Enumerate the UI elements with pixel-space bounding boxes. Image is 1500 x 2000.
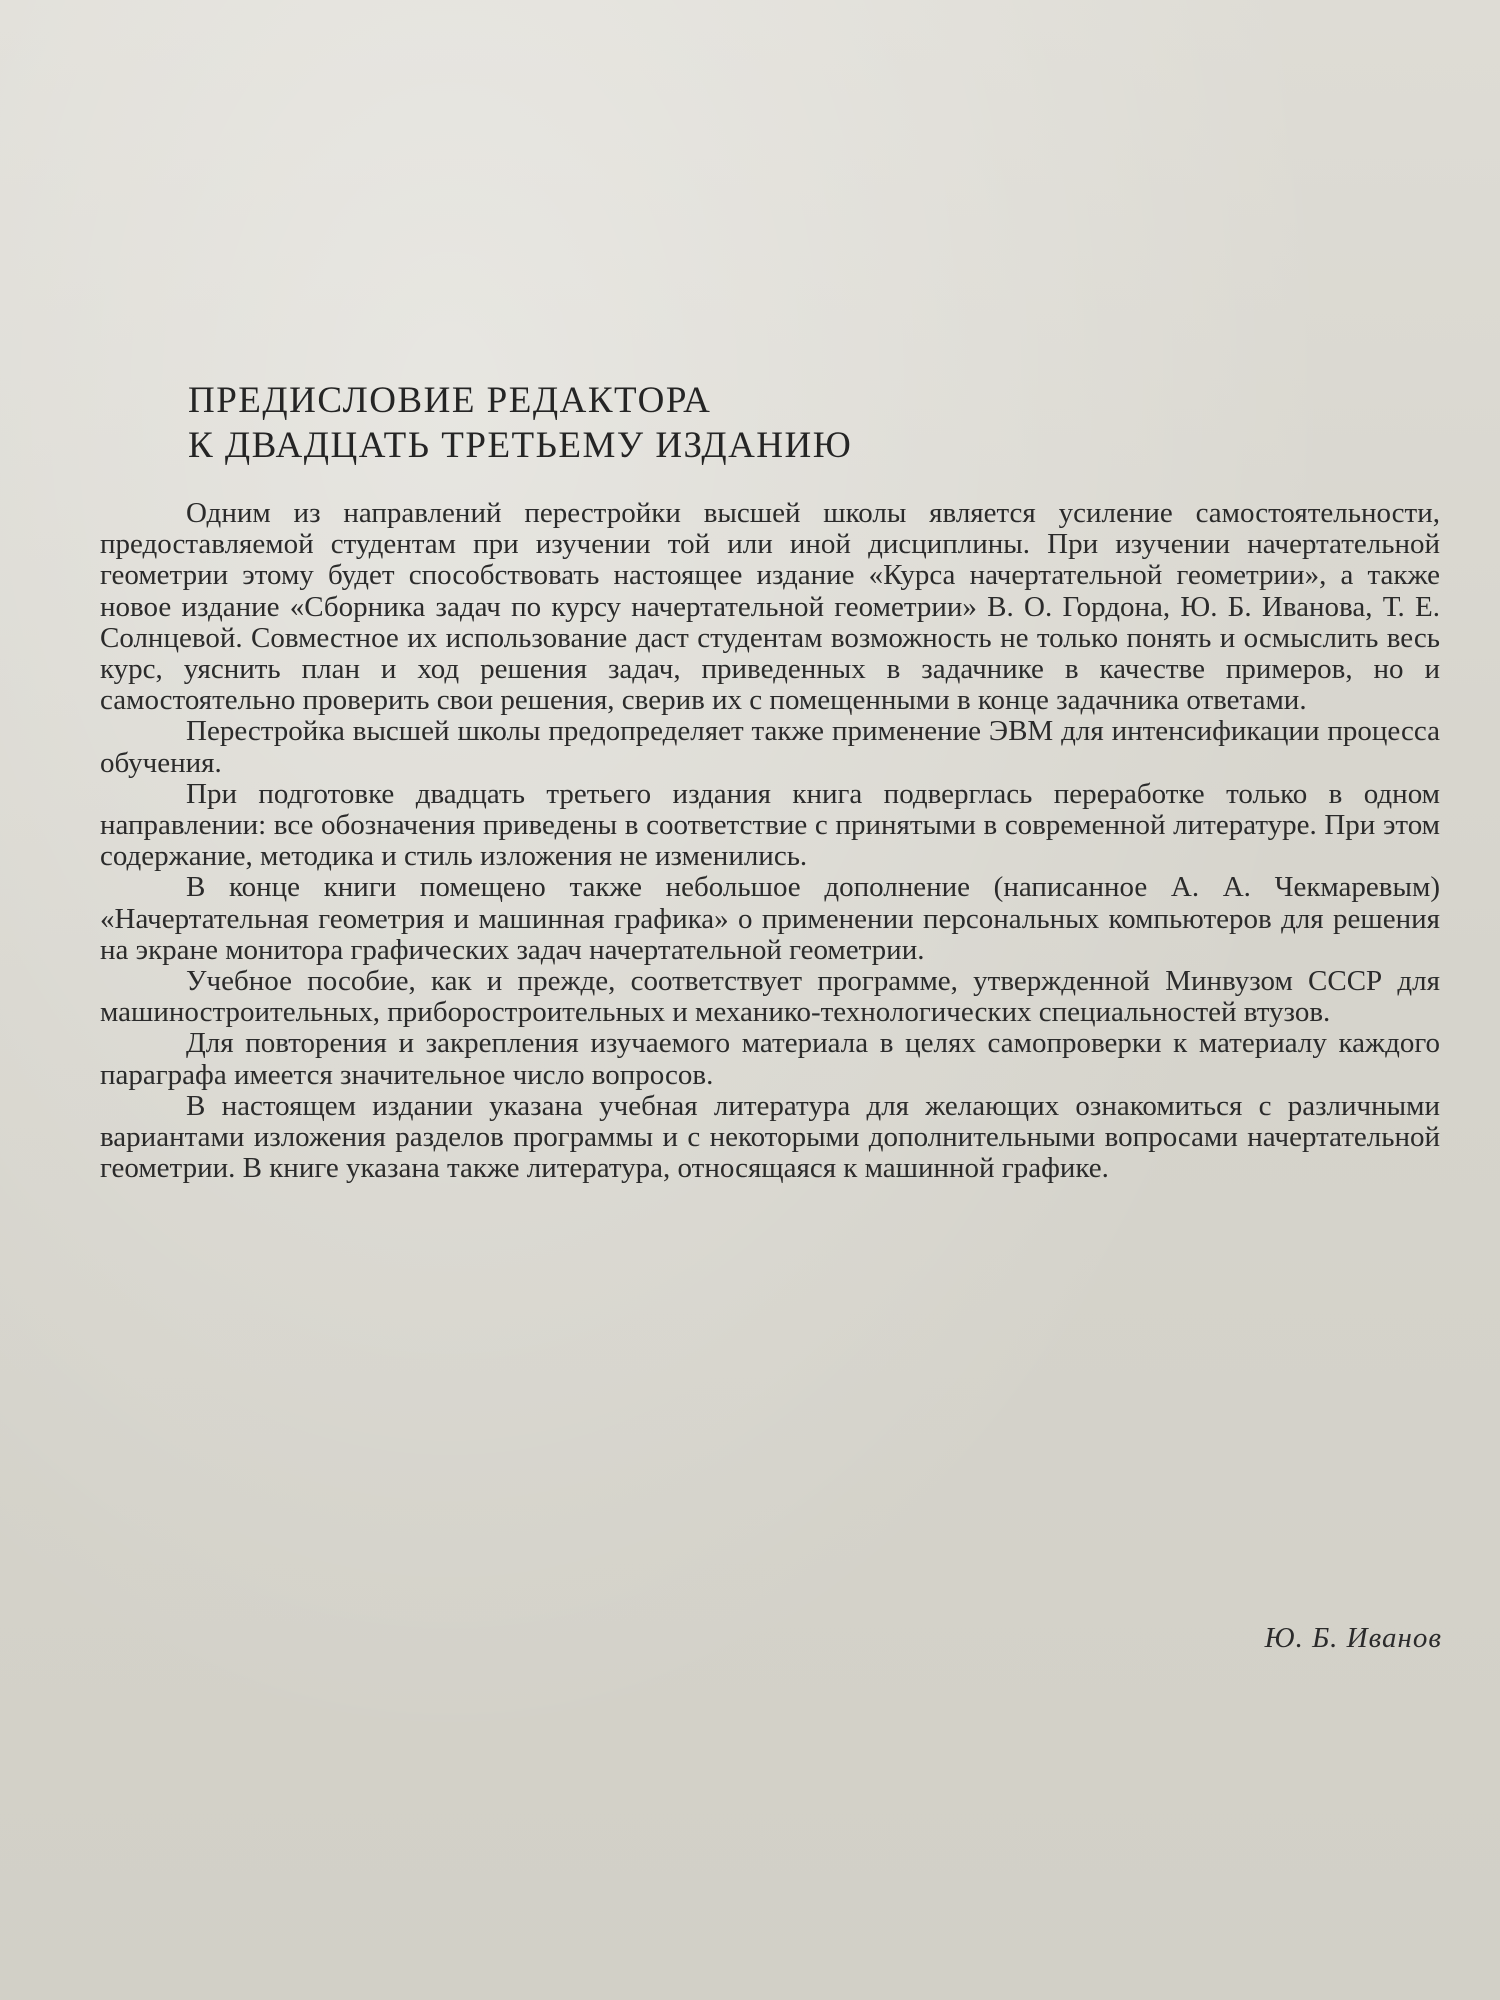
heading-line-1: ПРЕДИСЛОВИЕ РЕДАКТОРА [188,380,712,421]
paragraph-4: В конце книги помещено также небольшое дополнение (написанное А. А. Чекмаревым) «Начертательная геометрия и машинная графика» о применении персональных компьютеров для решения на экране монитора графических задач начертательной геометрии. [100,871,1440,966]
paragraph-7: В настоящем издании указана учебная литература для желающих ознакомиться с различными вариантами изложения разделов программы и с некоторыми дополнительными вопросами начертательной геометрии. В книге указана также литература, относящаяся к машинной графике. [100,1089,1440,1185]
paragraph-2: Перестройка высшей школы предопределяет также применение ЭВМ для интенсификации процесса обучения. [100,715,1440,779]
paragraph-3: При подготовке двадцать третьего издания книга подверглась переработке только в одном направлении: все обозначения приведены в соответствие с принятыми в современной литературе. При этом содержание, методика и стиль изложения не изменились. [100,777,1440,873]
heading-line-2: К ДВАДЦАТЬ ТРЕТЬЕМУ ИЗДАНИЮ [188,425,853,466]
paragraph-5: Учебное пособие, как и прежде, соответствует программе, утвержденной Минвузом СССР для машиностроительных, приборостроительных и механико-технологических специальностей втузов. [100,965,1440,1029]
page-heading [188,378,852,468]
paragraph-1: Одним из направлений перестройки высшей школы является усиление самостоятельности, предоставляемой студентам при изучении той или иной дисциплины. При изучении начертательной геометрии этому будет способствовать настоящее издание «Курса начертательной геометрии», а также новое издание «Сборника задач по курсу начертательной геометрии» В. О. Гордона, Ю. Б. Иванова, Т. Е. Солнцевой. Совместное их использование даст студентам возможность не только понять и осмыслить весь курс, уяснить план и ход решения задач, приведенных в задачнике в качестве примеров, но и самостоятельно проверить свои решения, сверив их с помещенными в конце задачника ответами. [100,497,1440,717]
paragraph-6: Для повторения и закрепления изучаемого материала в целях самопроверки к материалу каждого параграфа имеется значительное число вопросов. [100,1027,1440,1091]
body-text [100,498,1440,1184]
editor-signature: Ю. Б. Иванов [1264,1622,1442,1654]
